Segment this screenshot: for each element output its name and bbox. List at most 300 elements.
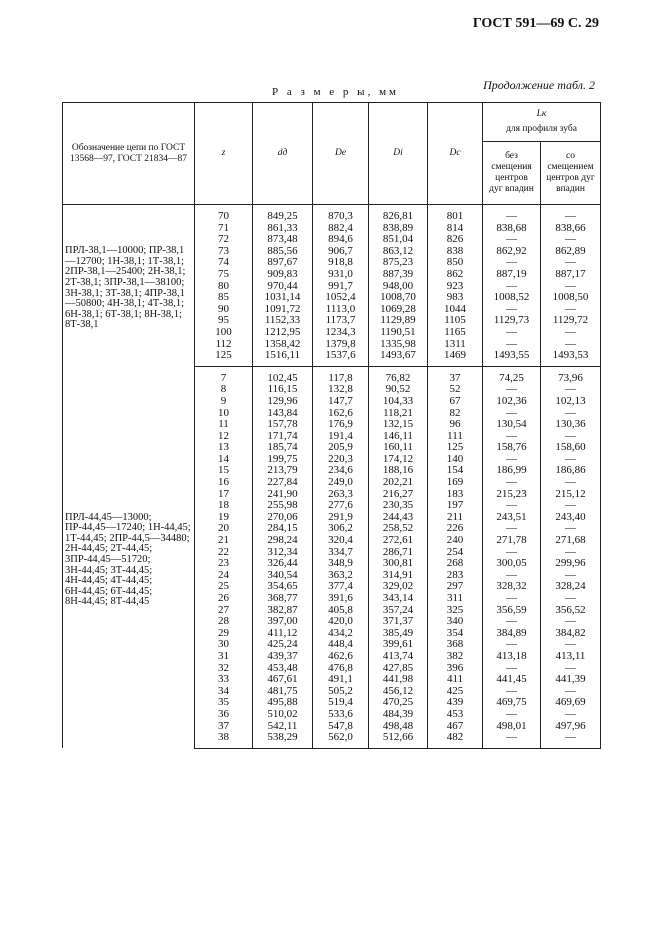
z-cell: 73 bbox=[195, 246, 253, 258]
z-cell: 35 bbox=[195, 697, 253, 709]
lk-no-shift-cell: — bbox=[483, 454, 541, 466]
de-cell: 906,7 bbox=[313, 246, 369, 258]
lk-no-shift-cell: — bbox=[483, 709, 541, 721]
lk-no-shift-cell: 300,05 bbox=[483, 558, 541, 570]
dc-cell: 862 bbox=[428, 269, 483, 281]
lk-with-shift-cell: 271,68 bbox=[541, 535, 601, 547]
z-cell: 12 bbox=[195, 431, 253, 443]
z-cell: 80 bbox=[195, 281, 253, 293]
z-cell: 17 bbox=[195, 489, 253, 501]
column-header-de: De bbox=[313, 103, 369, 205]
de-cell: 220,3 bbox=[313, 454, 369, 466]
dc-cell: 283 bbox=[428, 570, 483, 582]
lk-no-shift-cell: — bbox=[483, 281, 541, 293]
de-cell: 1379,8 bbox=[313, 339, 369, 351]
dc-cell: 140 bbox=[428, 454, 483, 466]
de-cell: 462,6 bbox=[313, 651, 369, 663]
lk-no-shift-cell: — bbox=[483, 205, 541, 223]
dd-cell: 538,29 bbox=[253, 732, 313, 748]
dc-cell: 111 bbox=[428, 431, 483, 443]
dc-cell: 411 bbox=[428, 674, 483, 686]
di-cell: 1335,98 bbox=[369, 339, 428, 351]
di-cell: 244,43 bbox=[369, 512, 428, 524]
de-cell: 348,9 bbox=[313, 558, 369, 570]
dd-cell: 897,67 bbox=[253, 257, 313, 269]
column-header-no-shift: без смещения центров дуг впадин bbox=[483, 142, 541, 205]
lk-no-shift-cell: — bbox=[483, 639, 541, 651]
dd-cell: 102,45 bbox=[253, 366, 313, 384]
lk-with-shift-cell: — bbox=[541, 709, 601, 721]
di-cell: 484,39 bbox=[369, 709, 428, 721]
z-cell: 26 bbox=[195, 593, 253, 605]
de-cell: 1234,3 bbox=[313, 327, 369, 339]
dc-cell: 197 bbox=[428, 500, 483, 512]
lk-with-shift-cell: 130,36 bbox=[541, 419, 601, 431]
lk-no-shift-cell: — bbox=[483, 339, 541, 351]
dd-cell: 542,11 bbox=[253, 721, 313, 733]
dd-cell: 368,77 bbox=[253, 593, 313, 605]
dd-cell: 241,90 bbox=[253, 489, 313, 501]
dd-cell: 213,79 bbox=[253, 465, 313, 477]
lk-with-shift-cell: 1129,72 bbox=[541, 315, 601, 327]
lk-no-shift-cell: 1493,55 bbox=[483, 350, 541, 366]
lk-no-shift-cell: 469,75 bbox=[483, 697, 541, 709]
di-cell: 838,89 bbox=[369, 223, 428, 235]
di-cell: 470,25 bbox=[369, 697, 428, 709]
lk-no-shift-cell: — bbox=[483, 732, 541, 748]
di-cell: 118,21 bbox=[369, 408, 428, 420]
lk-no-shift-cell: 158,76 bbox=[483, 442, 541, 454]
lk-no-shift-cell: — bbox=[483, 234, 541, 246]
di-cell: 948,00 bbox=[369, 281, 428, 293]
di-cell: 875,23 bbox=[369, 257, 428, 269]
table-row bbox=[63, 366, 601, 384]
z-cell: 112 bbox=[195, 339, 253, 351]
lk-no-shift-cell: — bbox=[483, 523, 541, 535]
dc-cell: 211 bbox=[428, 512, 483, 524]
de-cell: 147,7 bbox=[313, 396, 369, 408]
dc-cell: 125 bbox=[428, 442, 483, 454]
di-cell: 188,16 bbox=[369, 465, 428, 477]
de-cell: 176,9 bbox=[313, 419, 369, 431]
column-header-with-shift: со смещением центров дуг впадин bbox=[541, 142, 601, 205]
lk-with-shift-cell: — bbox=[541, 304, 601, 316]
lk-no-shift-cell: 1129,73 bbox=[483, 315, 541, 327]
dd-cell: 227,84 bbox=[253, 477, 313, 489]
z-cell: 22 bbox=[195, 547, 253, 559]
lk-with-shift-cell: 243,40 bbox=[541, 512, 601, 524]
de-cell: 931,0 bbox=[313, 269, 369, 281]
de-cell: 1173,7 bbox=[313, 315, 369, 327]
z-cell: 20 bbox=[195, 523, 253, 535]
di-cell: 76,82 bbox=[369, 366, 428, 384]
dd-cell: 425,24 bbox=[253, 639, 313, 651]
lk-no-shift-cell: 186,99 bbox=[483, 465, 541, 477]
lk-no-shift-cell: 102,36 bbox=[483, 396, 541, 408]
lk-no-shift-cell: 1008,52 bbox=[483, 292, 541, 304]
lk-no-shift-cell: 356,59 bbox=[483, 605, 541, 617]
di-cell: 1008,70 bbox=[369, 292, 428, 304]
de-cell: 1052,4 bbox=[313, 292, 369, 304]
dd-cell: 397,00 bbox=[253, 616, 313, 628]
z-cell: 7 bbox=[195, 366, 253, 384]
de-cell: 448,4 bbox=[313, 639, 369, 651]
de-cell: 1113,0 bbox=[313, 304, 369, 316]
dd-cell: 270,06 bbox=[253, 512, 313, 524]
z-cell: 125 bbox=[195, 350, 253, 366]
dd-cell: 255,98 bbox=[253, 500, 313, 512]
de-cell: 491,1 bbox=[313, 674, 369, 686]
de-cell: 476,8 bbox=[313, 663, 369, 675]
lk-with-shift-cell: — bbox=[541, 431, 601, 443]
di-cell: 1129,89 bbox=[369, 315, 428, 327]
lk-with-shift-cell: 862,89 bbox=[541, 246, 601, 258]
z-cell: 21 bbox=[195, 535, 253, 547]
sprocket-dimensions-table bbox=[62, 102, 601, 749]
lk-with-shift-cell: 838,66 bbox=[541, 223, 601, 235]
dc-cell: 453 bbox=[428, 709, 483, 721]
di-cell: 104,33 bbox=[369, 396, 428, 408]
de-cell: 117,8 bbox=[313, 366, 369, 384]
dd-cell: 185,74 bbox=[253, 442, 313, 454]
di-cell: 512,66 bbox=[369, 732, 428, 748]
lk-no-shift-cell: 441,45 bbox=[483, 674, 541, 686]
de-cell: 191,4 bbox=[313, 431, 369, 443]
dd-cell: 481,75 bbox=[253, 686, 313, 698]
de-cell: 894,6 bbox=[313, 234, 369, 246]
di-cell: 851,04 bbox=[369, 234, 428, 246]
lk-with-shift-cell: — bbox=[541, 732, 601, 748]
z-cell: 100 bbox=[195, 327, 253, 339]
dc-cell: 983 bbox=[428, 292, 483, 304]
dc-cell: 96 bbox=[428, 419, 483, 431]
de-cell: 291,9 bbox=[313, 512, 369, 524]
dc-cell: 923 bbox=[428, 281, 483, 293]
z-cell: 8 bbox=[195, 384, 253, 396]
de-cell: 306,2 bbox=[313, 523, 369, 535]
dc-cell: 154 bbox=[428, 465, 483, 477]
lk-with-shift-cell: — bbox=[541, 523, 601, 535]
z-cell: 71 bbox=[195, 223, 253, 235]
lk-no-shift-cell: 328,32 bbox=[483, 581, 541, 593]
di-cell: 357,24 bbox=[369, 605, 428, 617]
dd-cell: 495,88 bbox=[253, 697, 313, 709]
z-cell: 24 bbox=[195, 570, 253, 582]
lk-no-shift-cell: — bbox=[483, 327, 541, 339]
de-cell: 882,4 bbox=[313, 223, 369, 235]
table-body bbox=[63, 205, 601, 749]
lk-with-shift-cell: — bbox=[541, 477, 601, 489]
dd-cell: 340,54 bbox=[253, 570, 313, 582]
lk-with-shift-cell: — bbox=[541, 257, 601, 269]
lk-no-shift-cell: — bbox=[483, 384, 541, 396]
z-cell: 32 bbox=[195, 663, 253, 675]
lk-with-shift-cell: — bbox=[541, 663, 601, 675]
de-cell: 918,8 bbox=[313, 257, 369, 269]
dd-cell: 116,15 bbox=[253, 384, 313, 396]
column-header-lk-group bbox=[483, 103, 601, 142]
de-cell: 234,6 bbox=[313, 465, 369, 477]
lk-with-shift-cell: 384,82 bbox=[541, 628, 601, 640]
dd-cell: 1152,33 bbox=[253, 315, 313, 327]
dc-cell: 801 bbox=[428, 205, 483, 223]
lk-with-shift-cell: 469,69 bbox=[541, 697, 601, 709]
di-cell: 441,98 bbox=[369, 674, 428, 686]
z-cell: 10 bbox=[195, 408, 253, 420]
dc-cell: 254 bbox=[428, 547, 483, 559]
lk-with-shift-cell: 328,24 bbox=[541, 581, 601, 593]
z-cell: 28 bbox=[195, 616, 253, 628]
di-cell: 174,12 bbox=[369, 454, 428, 466]
chain-designation-cell: ПРЛ-38,1—10000; ПР-38,1—12700; 1Н-38,1; 1Т-38,1; 2ПР-38,1—25400; 2Н-38,1; 2Т-38,1; 3ПР-38,1—38100; 3Н-38,1; 3Т-38,1; 4ПР-38,1—50800; 4Н-38,1; 4Т-38,1; 6Н-38,1; 6Т-38,1; 8Н-38,1; 8Т-38,1 bbox=[63, 205, 195, 367]
di-cell: 160,11 bbox=[369, 442, 428, 454]
z-cell: 30 bbox=[195, 639, 253, 651]
dc-cell: 1311 bbox=[428, 339, 483, 351]
lk-with-shift-cell: 413,11 bbox=[541, 651, 601, 663]
dc-cell: 467 bbox=[428, 721, 483, 733]
column-header-di: Di bbox=[369, 103, 428, 205]
lk-no-shift-cell: — bbox=[483, 570, 541, 582]
de-cell: 249,0 bbox=[313, 477, 369, 489]
de-cell: 205,9 bbox=[313, 442, 369, 454]
de-cell: 320,4 bbox=[313, 535, 369, 547]
lk-no-shift-cell: 74,25 bbox=[483, 366, 541, 384]
lk-no-shift-cell: — bbox=[483, 593, 541, 605]
lk-no-shift-cell: — bbox=[483, 304, 541, 316]
dc-cell: 37 bbox=[428, 366, 483, 384]
column-header-designation: Обозначение цепи по ГОСТ 13568—97, ГОСТ 21834—87 bbox=[63, 103, 195, 205]
lk-with-shift-cell: 158,60 bbox=[541, 442, 601, 454]
dd-cell: 1091,72 bbox=[253, 304, 313, 316]
lk-no-shift-cell: — bbox=[483, 477, 541, 489]
lk-with-shift-cell: — bbox=[541, 547, 601, 559]
z-cell: 29 bbox=[195, 628, 253, 640]
z-cell: 70 bbox=[195, 205, 253, 223]
de-cell: 533,6 bbox=[313, 709, 369, 721]
di-cell: 826,81 bbox=[369, 205, 428, 223]
lk-with-shift-cell: 1008,50 bbox=[541, 292, 601, 304]
dc-cell: 183 bbox=[428, 489, 483, 501]
dd-cell: 312,34 bbox=[253, 547, 313, 559]
dc-cell: 52 bbox=[428, 384, 483, 396]
lk-with-shift-cell: 102,13 bbox=[541, 396, 601, 408]
dc-cell: 838 bbox=[428, 246, 483, 258]
lk-no-shift-cell: 838,68 bbox=[483, 223, 541, 235]
dc-cell: 1165 bbox=[428, 327, 483, 339]
dd-cell: 909,83 bbox=[253, 269, 313, 281]
di-cell: 343,14 bbox=[369, 593, 428, 605]
de-cell: 562,0 bbox=[313, 732, 369, 748]
lk-no-shift-cell: — bbox=[483, 500, 541, 512]
di-cell: 146,11 bbox=[369, 431, 428, 443]
dc-cell: 425 bbox=[428, 686, 483, 698]
z-cell: 74 bbox=[195, 257, 253, 269]
dc-cell: 311 bbox=[428, 593, 483, 605]
dd-cell: 129,96 bbox=[253, 396, 313, 408]
dc-cell: 297 bbox=[428, 581, 483, 593]
lk-no-shift-cell: 498,01 bbox=[483, 721, 541, 733]
lk-with-shift-cell: — bbox=[541, 234, 601, 246]
lk-no-shift-cell: 384,89 bbox=[483, 628, 541, 640]
dc-cell: 67 bbox=[428, 396, 483, 408]
di-cell: 1069,28 bbox=[369, 304, 428, 316]
di-cell: 132,15 bbox=[369, 419, 428, 431]
dc-cell: 82 bbox=[428, 408, 483, 420]
dd-cell: 970,44 bbox=[253, 281, 313, 293]
z-cell: 25 bbox=[195, 581, 253, 593]
lk-no-shift-cell: — bbox=[483, 408, 541, 420]
lk-with-shift-cell: — bbox=[541, 281, 601, 293]
di-cell: 258,52 bbox=[369, 523, 428, 535]
chain-designation-cell: ПРЛ-44,45—13000; ПР-44,45—17240; 1Н-44,45; 1Т-44,45; 2ПР-44,5—34480; 2Н-44,45; 2Т-44,45; 3ПР-44,45—51720; 3Н-44,45; 3Т-44,45; 4Н-44,45; 4Т-44,45; 6Н-44,45; 6Т-44,45; 8Н-44,45; 8Т-44,45 bbox=[63, 366, 195, 748]
di-cell: 371,37 bbox=[369, 616, 428, 628]
lk-with-shift-cell: 497,96 bbox=[541, 721, 601, 733]
dd-cell: 849,25 bbox=[253, 205, 313, 223]
table-row bbox=[63, 205, 601, 223]
dd-cell: 1358,42 bbox=[253, 339, 313, 351]
dd-cell: 861,33 bbox=[253, 223, 313, 235]
lk-with-shift-cell: 186,86 bbox=[541, 465, 601, 477]
dc-cell: 850 bbox=[428, 257, 483, 269]
lk-with-shift-cell: — bbox=[541, 205, 601, 223]
dd-cell: 143,84 bbox=[253, 408, 313, 420]
dc-cell: 382 bbox=[428, 651, 483, 663]
lk-no-shift-cell: — bbox=[483, 616, 541, 628]
dc-cell: 226 bbox=[428, 523, 483, 535]
dd-cell: 284,15 bbox=[253, 523, 313, 535]
de-cell: 434,2 bbox=[313, 628, 369, 640]
dc-cell: 814 bbox=[428, 223, 483, 235]
dc-cell: 826 bbox=[428, 234, 483, 246]
dc-cell: 1469 bbox=[428, 350, 483, 366]
dd-cell: 1212,95 bbox=[253, 327, 313, 339]
lk-with-shift-cell: — bbox=[541, 570, 601, 582]
dc-cell: 354 bbox=[428, 628, 483, 640]
de-cell: 870,3 bbox=[313, 205, 369, 223]
lk-with-shift-cell: — bbox=[541, 327, 601, 339]
lk-no-shift-cell: — bbox=[483, 257, 541, 269]
z-cell: 75 bbox=[195, 269, 253, 281]
lk-no-shift-cell: 887,19 bbox=[483, 269, 541, 281]
di-cell: 413,74 bbox=[369, 651, 428, 663]
lk-with-shift-cell: 299,96 bbox=[541, 558, 601, 570]
de-cell: 1537,6 bbox=[313, 350, 369, 366]
di-cell: 887,39 bbox=[369, 269, 428, 281]
lk-with-shift-cell: — bbox=[541, 339, 601, 351]
dd-cell: 326,44 bbox=[253, 558, 313, 570]
dc-cell: 169 bbox=[428, 477, 483, 489]
dd-cell: 1031,14 bbox=[253, 292, 313, 304]
di-cell: 314,91 bbox=[369, 570, 428, 582]
di-cell: 90,52 bbox=[369, 384, 428, 396]
z-cell: 95 bbox=[195, 315, 253, 327]
lk-no-shift-cell: — bbox=[483, 663, 541, 675]
dd-cell: 510,02 bbox=[253, 709, 313, 721]
di-cell: 498,48 bbox=[369, 721, 428, 733]
di-cell: 329,02 bbox=[369, 581, 428, 593]
di-cell: 863,12 bbox=[369, 246, 428, 258]
dd-cell: 1516,11 bbox=[253, 350, 313, 366]
lk-with-shift-cell: — bbox=[541, 408, 601, 420]
de-cell: 162,6 bbox=[313, 408, 369, 420]
dc-cell: 396 bbox=[428, 663, 483, 675]
dc-cell: 268 bbox=[428, 558, 483, 570]
de-cell: 991,7 bbox=[313, 281, 369, 293]
dc-cell: 482 bbox=[428, 732, 483, 748]
z-cell: 90 bbox=[195, 304, 253, 316]
z-cell: 19 bbox=[195, 512, 253, 524]
dd-cell: 298,24 bbox=[253, 535, 313, 547]
dd-cell: 885,56 bbox=[253, 246, 313, 258]
z-cell: 9 bbox=[195, 396, 253, 408]
di-cell: 385,49 bbox=[369, 628, 428, 640]
lk-with-shift-cell: 73,96 bbox=[541, 366, 601, 384]
z-cell: 36 bbox=[195, 709, 253, 721]
lk-no-shift-cell: 243,51 bbox=[483, 512, 541, 524]
lk-no-shift-cell: 215,23 bbox=[483, 489, 541, 501]
column-header-lk: Lк bbox=[536, 109, 547, 119]
lk-with-shift-cell: 887,17 bbox=[541, 269, 601, 281]
de-cell: 420,0 bbox=[313, 616, 369, 628]
z-cell: 31 bbox=[195, 651, 253, 663]
de-cell: 363,2 bbox=[313, 570, 369, 582]
lk-with-shift-cell: 215,12 bbox=[541, 489, 601, 501]
di-cell: 230,35 bbox=[369, 500, 428, 512]
z-cell: 37 bbox=[195, 721, 253, 733]
de-cell: 505,2 bbox=[313, 686, 369, 698]
dc-cell: 368 bbox=[428, 639, 483, 651]
dd-cell: 171,74 bbox=[253, 431, 313, 443]
z-cell: 85 bbox=[195, 292, 253, 304]
column-header-lk-sub: для профиля зуба bbox=[506, 124, 577, 134]
lk-with-shift-cell: 441,39 bbox=[541, 674, 601, 686]
dd-cell: 199,75 bbox=[253, 454, 313, 466]
de-cell: 377,4 bbox=[313, 581, 369, 593]
z-cell: 16 bbox=[195, 477, 253, 489]
lk-with-shift-cell: — bbox=[541, 500, 601, 512]
column-header-dd: dд bbox=[253, 103, 313, 205]
lk-no-shift-cell: 862,92 bbox=[483, 246, 541, 258]
lk-no-shift-cell: 130,54 bbox=[483, 419, 541, 431]
z-cell: 14 bbox=[195, 454, 253, 466]
dc-cell: 240 bbox=[428, 535, 483, 547]
lk-with-shift-cell: — bbox=[541, 384, 601, 396]
dd-cell: 382,87 bbox=[253, 605, 313, 617]
de-cell: 132,8 bbox=[313, 384, 369, 396]
de-cell: 334,7 bbox=[313, 547, 369, 559]
dc-cell: 340 bbox=[428, 616, 483, 628]
de-cell: 277,6 bbox=[313, 500, 369, 512]
di-cell: 427,85 bbox=[369, 663, 428, 675]
column-header-z: z bbox=[195, 103, 253, 205]
di-cell: 1493,67 bbox=[369, 350, 428, 366]
dc-cell: 1105 bbox=[428, 315, 483, 327]
dd-cell: 453,48 bbox=[253, 663, 313, 675]
de-cell: 263,3 bbox=[313, 489, 369, 501]
lk-with-shift-cell: 356,52 bbox=[541, 605, 601, 617]
di-cell: 1190,51 bbox=[369, 327, 428, 339]
di-cell: 456,12 bbox=[369, 686, 428, 698]
lk-with-shift-cell: — bbox=[541, 639, 601, 651]
dc-cell: 325 bbox=[428, 605, 483, 617]
lk-with-shift-cell: — bbox=[541, 616, 601, 628]
z-cell: 23 bbox=[195, 558, 253, 570]
dc-cell: 1044 bbox=[428, 304, 483, 316]
di-cell: 202,21 bbox=[369, 477, 428, 489]
dimensions-caption: Р а з м е р ы, мм bbox=[271, 86, 399, 98]
di-cell: 272,61 bbox=[369, 535, 428, 547]
z-cell: 11 bbox=[195, 419, 253, 431]
